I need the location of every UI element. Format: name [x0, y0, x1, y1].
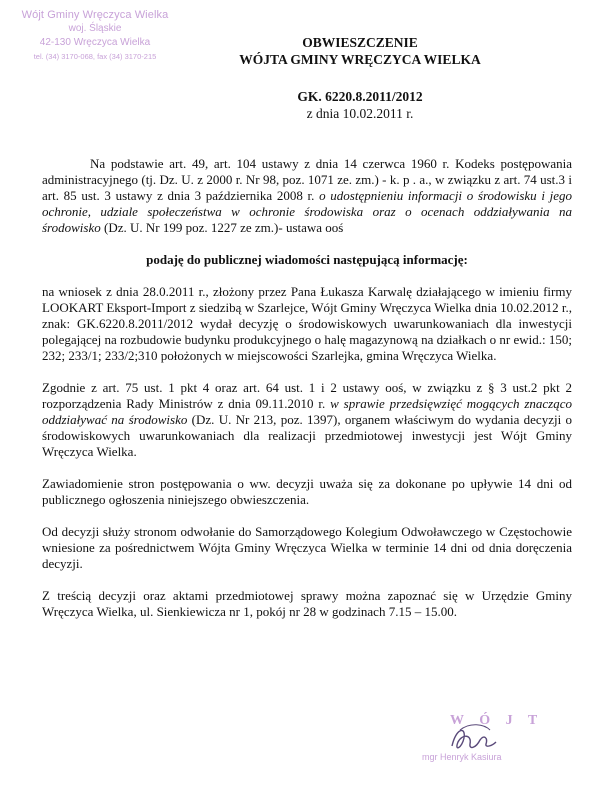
decision-paragraph: na wniosek z dnia 28.0.2011 r., złożony przez Pana Łukasza Karwalę działającego w imieniu firmy LOOKART Eksport-Import z siedzibą w Szarlejce, Wójt Gminy Wręczyca Wielka dnia 10.02.2012 r., znak: GK.6220.8.2011/2012 wydał decyzję o środowiskowych uwarunkowaniach dla inwestycji polegającej na rozbudowie budynku produkcyjnego o halę magazynową na działkach o nr ewid.: 150; 232; 233/1; 233/2;310 położonych w miejscowości Szarlejka, gmina Wręczyca Wielka.	[42, 284, 572, 363]
authority-text-b: (Dz. U. Nr 213, poz. 1397), organem właściwym do wydania decyzji o środowiskowych uwarunkowaniach dla realizacji przedmiotowej inwestycji jest Wójt Gminy Wręczyca Wielka.	[42, 412, 572, 459]
document-date: z dnia 10.02.2011 r.	[306, 106, 414, 121]
stamp-line-2: woj. Śląskie	[68, 23, 122, 34]
signature-scribble	[452, 730, 496, 747]
document-subtitle: WÓJTA GMINY WRĘCZYCA WIELKA	[239, 52, 481, 67]
document-body	[42, 156, 572, 636]
reference-block	[200, 88, 520, 122]
signature-name: mgr Henryk Kasiura	[422, 752, 502, 762]
authority-text-a: Zgodnie z art. 75 ust. 1 pkt 4 oraz art. 64 ust. 1 i 2 ustawy ooś, w związku z § 3 ust.2 pkt 2 rozporządzenia Rady Ministrów z dnia 09.11.2010 r.	[42, 380, 572, 411]
intro-act-title: o udostępnieniu informacji o środowisku i jego ochronie, udziale społeczeństwa w ochronie środowiska oraz o ocenach oddziaływania na środowisko	[42, 188, 572, 235]
stamp-line-1: Wójt Gminy Wręczyca Wielka	[21, 9, 169, 21]
intro-paragraph	[42, 156, 572, 236]
document-header	[200, 34, 520, 68]
authority-paragraph	[42, 380, 572, 460]
document-title: OBWIESZCZENIE	[302, 35, 418, 50]
intro-text-b: (Dz. U. Nr 199 poz. 1227 ze zm.)- ustawa ooś	[100, 220, 344, 235]
stamp-line-3: 42-130 Wręczyca Wielka	[39, 37, 151, 48]
regulation-title: w sprawie przedsięwzięć mogących znacząco oddziaływać na środowisko	[42, 396, 572, 427]
signature-graphic	[400, 708, 570, 768]
announcement-heading: podaję do publicznej wiadomości następującą informację:	[146, 252, 468, 267]
notification-paragraph: Zawiadomienie stron postępowania o ww. decyzji uważa się za dokonane po upływie 14 dni od publicznego ogłoszenia niniejszego obwieszczenia.	[42, 476, 572, 507]
reference-number: GK. 6220.8.2011/2012	[297, 89, 423, 104]
appeal-paragraph: Od decyzji służy stronom odwołanie do Samorządowego Kolegium Odwoławczego w Częstochowie wniesione za pośrednictwem Wójta Gminy Wręczyca Wielka w terminie 14 dni od dnia doręczenia decyzji.	[42, 524, 572, 571]
office-stamp	[10, 8, 180, 64]
access-paragraph: Z treścią decyzji oraz aktami przedmiotowej sprawy można zapoznać się w Urzędzie Gminy Wręczyca Wielka, ul. Sienkiewicza nr 1, pokój nr 28 w godzinach 7.15 – 15.00.	[42, 588, 572, 619]
stamp-line-4: tel. (34) 3170-068, fax (34) 3170-215	[33, 52, 157, 61]
signature-stamp	[400, 708, 570, 768]
intro-text-a: Na podstawie art. 49, art. 104 ustawy z dnia 14 czerwca 1960 r. Kodeks postępowania administracyjnego (tj. Dz. U. z 2000 r. Nr 98, poz. 1071 ze. zm.) - k. p . a., w związku z art. 74 ust.3 i art. 85 ust. 3 ustawy z dnia 3 października 2008 r.	[42, 156, 572, 203]
signature-title: W Ó J T	[450, 713, 544, 728]
